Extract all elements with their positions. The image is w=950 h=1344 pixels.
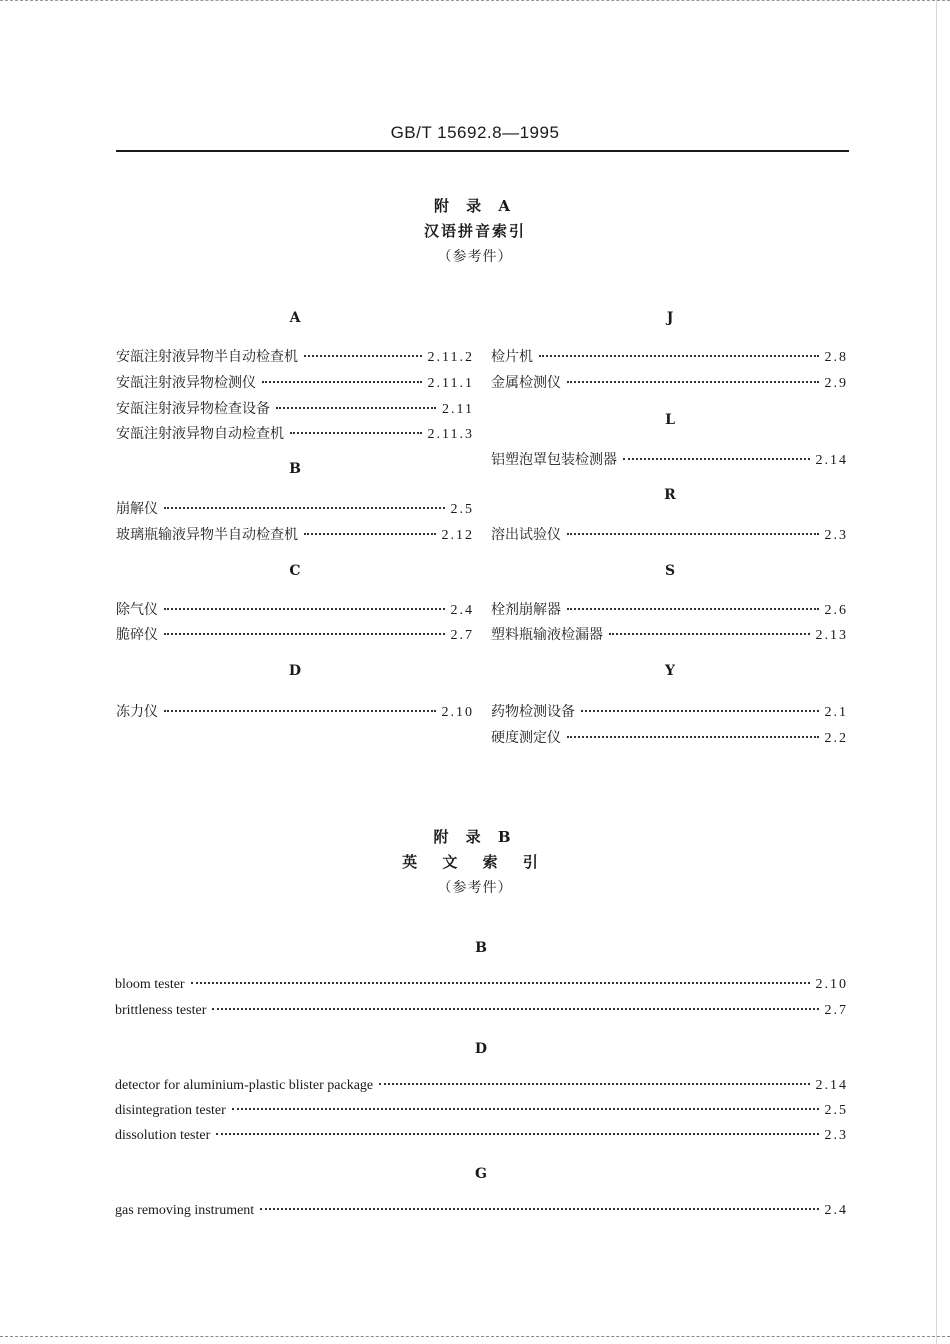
entry-term: 药物检测设备 bbox=[491, 704, 575, 720]
leader-dots bbox=[260, 1208, 818, 1210]
entry-term: 安瓿注射液异物检查设备 bbox=[116, 401, 270, 417]
entry-number: 2.11 bbox=[442, 402, 474, 417]
appendix-a-subtitle: 汉语拼音索引 bbox=[423, 222, 526, 240]
entry-term: 栓剂崩解器 bbox=[491, 602, 561, 618]
index-entry bbox=[115, 1003, 848, 1023]
index-letter: C bbox=[289, 563, 301, 579]
index-entry bbox=[116, 701, 474, 721]
entry-term: dissolution tester bbox=[115, 1128, 211, 1143]
entry-term: disintegration tester bbox=[115, 1103, 226, 1118]
entry-number: 2.12 bbox=[441, 528, 474, 543]
entry-number: 2.7 bbox=[450, 628, 474, 643]
entry-term: detector for aluminium-plastic blister package bbox=[115, 1078, 374, 1093]
entry-term: 检片机 bbox=[491, 349, 533, 365]
index-letter: R bbox=[664, 487, 676, 503]
top-scan-edge bbox=[0, 0, 950, 1]
entry-number: 2.4 bbox=[824, 1203, 848, 1218]
index-entry bbox=[116, 524, 474, 544]
entry-number: 2.4 bbox=[450, 603, 474, 618]
index-entry bbox=[115, 977, 848, 997]
header-rule bbox=[116, 150, 849, 152]
entry-number: 2.9 bbox=[824, 376, 848, 391]
leader-dots bbox=[164, 608, 445, 610]
entry-number: 2.13 bbox=[815, 628, 848, 643]
leader-dots bbox=[164, 507, 445, 509]
leader-dots bbox=[623, 458, 810, 460]
index-entry bbox=[491, 727, 848, 747]
entry-term: 安瓿注射液异物半自动检查机 bbox=[116, 349, 298, 365]
appendix-a-ref: （参考件） bbox=[437, 249, 513, 265]
entry-number: 2.10 bbox=[815, 977, 848, 992]
index-entry bbox=[115, 1103, 848, 1123]
index-letter: G bbox=[475, 1166, 487, 1182]
index-entry bbox=[491, 599, 848, 619]
index-entry bbox=[116, 423, 474, 443]
index-letter: A bbox=[289, 310, 301, 326]
entry-number: 2.10 bbox=[441, 705, 474, 720]
entry-number: 2.2 bbox=[824, 731, 848, 746]
entry-number: 2.8 bbox=[824, 350, 848, 365]
entry-number: 2.3 bbox=[824, 1128, 848, 1143]
leader-dots bbox=[262, 381, 422, 383]
leader-dots bbox=[232, 1108, 819, 1110]
index-letter: D bbox=[288, 663, 302, 679]
entry-term: 硬度测定仪 bbox=[491, 730, 561, 746]
leader-dots bbox=[164, 710, 436, 712]
entry-term: 安瓿注射液异物自动检查机 bbox=[116, 426, 284, 442]
entry-term: 铝塑泡罩包装检测器 bbox=[491, 452, 617, 468]
entry-term: bloom tester bbox=[115, 977, 185, 992]
index-letter: J bbox=[666, 310, 674, 326]
index-entry bbox=[491, 449, 848, 469]
leader-dots bbox=[164, 633, 445, 635]
entry-number: 2.6 bbox=[824, 603, 848, 618]
index-entry bbox=[116, 346, 474, 366]
index-entry bbox=[115, 1078, 848, 1098]
entry-number: 2.3 bbox=[824, 528, 848, 543]
index-letter: L bbox=[665, 412, 675, 428]
index-entry bbox=[491, 346, 848, 366]
index-entry bbox=[116, 498, 474, 518]
entry-number: 2.5 bbox=[450, 502, 474, 517]
entry-term: 崩解仪 bbox=[116, 501, 158, 517]
entry-number: 2.14 bbox=[815, 453, 848, 468]
index-entry bbox=[491, 624, 848, 644]
leader-dots bbox=[191, 982, 810, 984]
entry-term: gas removing instrument bbox=[115, 1203, 255, 1218]
appendix-b-ref: （参考件） bbox=[437, 880, 513, 896]
leader-dots bbox=[304, 355, 422, 357]
appendix-b-subtitle: 英 文 索 引 bbox=[402, 853, 548, 871]
leader-dots bbox=[216, 1133, 818, 1135]
leader-dots bbox=[304, 533, 436, 535]
index-entry bbox=[115, 1203, 848, 1223]
leader-dots bbox=[567, 533, 819, 535]
leader-dots bbox=[581, 710, 819, 712]
entry-number: 2.11.1 bbox=[427, 376, 474, 391]
entry-number: 2.11.2 bbox=[427, 350, 474, 365]
index-entry bbox=[115, 1128, 848, 1148]
bottom-scan-edge bbox=[0, 1336, 950, 1337]
entry-number: 2.14 bbox=[815, 1078, 848, 1093]
entry-number: 2.7 bbox=[824, 1003, 848, 1018]
index-entry bbox=[491, 372, 848, 392]
entry-term: 安瓿注射液异物检测仪 bbox=[116, 375, 256, 391]
leader-dots bbox=[567, 381, 819, 383]
entry-term: 金属检测仪 bbox=[491, 375, 561, 391]
entry-term: 塑料瓶输液检漏器 bbox=[491, 627, 603, 643]
entry-number: 2.5 bbox=[824, 1103, 848, 1118]
index-letter: B bbox=[475, 940, 487, 956]
index-letter: B bbox=[289, 461, 301, 477]
leader-dots bbox=[567, 608, 819, 610]
index-entry bbox=[116, 599, 474, 619]
entry-term: 溶出试验仪 bbox=[491, 527, 561, 543]
leader-dots bbox=[276, 407, 436, 409]
leader-dots bbox=[290, 432, 422, 434]
entry-number: 2.1 bbox=[824, 705, 848, 720]
index-entry bbox=[116, 398, 474, 418]
appendix-a-title: 附 录 A bbox=[433, 197, 517, 215]
entry-term: brittleness tester bbox=[115, 1003, 207, 1018]
entry-term: 除气仪 bbox=[116, 602, 158, 618]
index-letter: D bbox=[474, 1041, 488, 1057]
entry-term: 冻力仪 bbox=[116, 704, 158, 720]
leader-dots bbox=[539, 355, 819, 357]
index-entry bbox=[491, 701, 848, 721]
entry-term: 脆碎仪 bbox=[116, 627, 158, 643]
index-entry bbox=[116, 624, 474, 644]
index-entry bbox=[491, 524, 848, 544]
index-entry bbox=[116, 372, 474, 392]
index-letter: S bbox=[664, 563, 676, 579]
appendix-b-title: 附 录 B bbox=[433, 828, 517, 846]
leader-dots bbox=[212, 1008, 818, 1010]
standard-code: GB/T 15692.8—1995 bbox=[390, 123, 560, 142]
index-letter: Y bbox=[665, 663, 675, 679]
entry-term: 玻璃瓶输液异物半自动检查机 bbox=[116, 527, 298, 543]
leader-dots bbox=[567, 736, 819, 738]
leader-dots bbox=[609, 633, 810, 635]
entry-number: 2.11.3 bbox=[427, 427, 474, 442]
leader-dots bbox=[379, 1083, 809, 1085]
